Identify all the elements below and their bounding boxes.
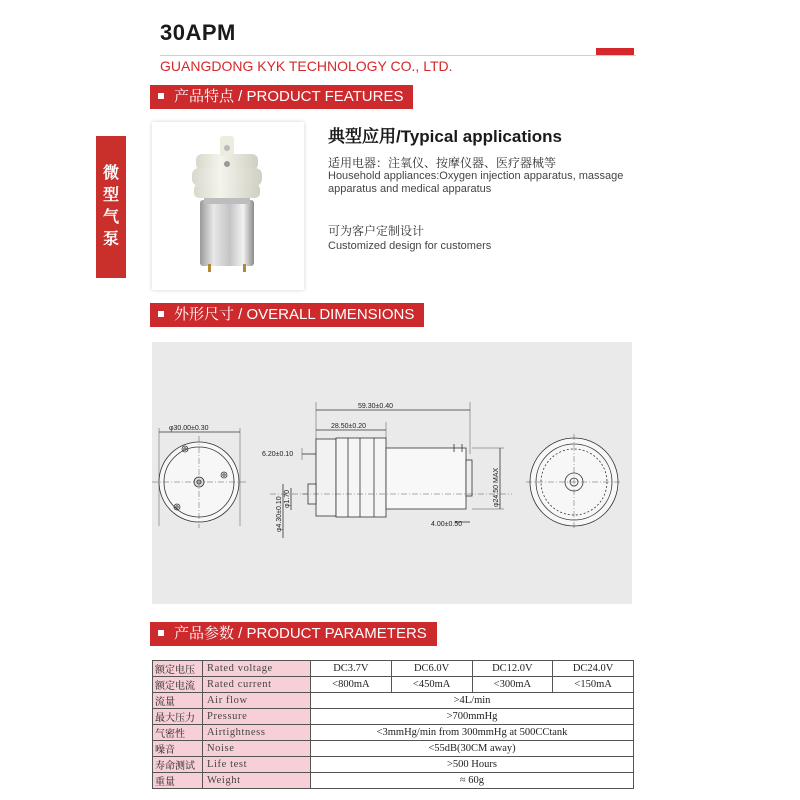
current-value: <150mA bbox=[553, 677, 634, 693]
dim-front-diameter: φ30.00±0.30 bbox=[169, 425, 209, 432]
custom-design-en: Customized design for customers bbox=[328, 240, 492, 252]
voltage-value: DC3.7V bbox=[311, 661, 392, 677]
table-row bbox=[153, 661, 634, 677]
applications-title: 典型应用/Typical applications bbox=[328, 127, 562, 146]
param-value: <3mmHg/min from 300mmHg at 500CCtank bbox=[311, 725, 634, 741]
section-title: 产品参数 / PRODUCT PARAMETERS bbox=[174, 625, 427, 642]
section-product-features bbox=[150, 85, 413, 109]
table-row bbox=[153, 725, 634, 741]
company-name: GUANGDONG KYK TECHNOLOGY CO., LTD. bbox=[160, 58, 453, 74]
product-photo bbox=[152, 122, 304, 290]
table-row bbox=[153, 741, 634, 757]
param-label-cn: 重量 bbox=[153, 773, 203, 789]
param-label-en: Pressure bbox=[203, 709, 311, 725]
param-label-cn: 额定电压 bbox=[153, 661, 203, 677]
param-label-cn: 噪音 bbox=[153, 741, 203, 757]
side-char: 气 bbox=[102, 209, 119, 226]
side-char: 微 bbox=[102, 165, 119, 182]
square-bullet-icon bbox=[158, 93, 164, 99]
air-pump-image bbox=[152, 122, 304, 290]
param-label-en: Air flow bbox=[203, 693, 311, 709]
param-label-en: Airtightness bbox=[203, 725, 311, 741]
dimension-drawing bbox=[152, 342, 632, 604]
param-label-cn: 最大压力 bbox=[153, 709, 203, 725]
model-title: 30APM bbox=[160, 20, 236, 45]
table-row bbox=[153, 677, 634, 693]
param-label-en: Noise bbox=[203, 741, 311, 757]
rear-view bbox=[526, 434, 622, 530]
square-bullet-icon bbox=[158, 630, 164, 636]
applications-cn: 适用电器：注氧仪、按摩仪器、医疗器械等 bbox=[328, 156, 557, 170]
param-value: ≈ 60g bbox=[311, 773, 634, 789]
current-value: <300mA bbox=[472, 677, 553, 693]
section-title: 产品特点 / PRODUCT FEATURES bbox=[174, 88, 404, 105]
front-view bbox=[152, 428, 246, 528]
table-row bbox=[153, 773, 634, 789]
table-row bbox=[153, 709, 634, 725]
param-value: >700mmHg bbox=[311, 709, 634, 725]
section-overall-dimensions bbox=[150, 303, 424, 327]
side-char: 泵 bbox=[102, 231, 119, 248]
voltage-value: DC6.0V bbox=[391, 661, 472, 677]
dim-total-length: 59.30±0.40 bbox=[358, 403, 393, 410]
custom-design-cn: 可为客户定制设计 bbox=[328, 224, 425, 238]
param-value: >4L/min bbox=[311, 693, 634, 709]
dim-terminal: 4.00±0.50 bbox=[431, 521, 463, 528]
square-bullet-icon bbox=[158, 311, 164, 317]
parameters-table bbox=[152, 660, 634, 789]
section-product-parameters bbox=[150, 622, 437, 646]
dim-motor-diameter: φ24.50 MAX bbox=[493, 467, 500, 507]
dim-nozzle-od: φ4.30±0.10 bbox=[276, 496, 283, 532]
section-title: 外形尺寸 / OVERALL DIMENSIONS bbox=[174, 306, 415, 323]
dim-nozzle-id: φ1.70 bbox=[284, 489, 291, 508]
param-label-cn: 寿命测试 bbox=[153, 757, 203, 773]
table-row bbox=[153, 757, 634, 773]
side-category-tag bbox=[96, 136, 126, 278]
voltage-value: DC12.0V bbox=[472, 661, 553, 677]
voltage-value: DC24.0V bbox=[553, 661, 634, 677]
param-label-en: Rated current bbox=[203, 677, 311, 693]
param-label-cn: 额定电流 bbox=[153, 677, 203, 693]
param-value: <55dB(30CM away) bbox=[311, 741, 634, 757]
table-row bbox=[153, 693, 634, 709]
technical-drawing bbox=[152, 342, 632, 604]
current-value: <800mA bbox=[311, 677, 392, 693]
param-label-cn: 气密性 bbox=[153, 725, 203, 741]
side-char: 型 bbox=[102, 187, 119, 204]
current-value: <450mA bbox=[391, 677, 472, 693]
param-label-en: Rated voltage bbox=[203, 661, 311, 677]
param-label-en: Weight bbox=[203, 773, 311, 789]
param-label-en: Life test bbox=[203, 757, 311, 773]
dim-nozzle-length: 6.20±0.10 bbox=[262, 451, 294, 458]
applications-en: Household appliances:Oxygen injection apparatus, massage apparatus and medical apparatus bbox=[328, 170, 624, 195]
side-view bbox=[270, 402, 512, 538]
dim-body-length: 28.50±0.20 bbox=[331, 423, 366, 430]
header-divider bbox=[160, 55, 636, 56]
param-value: >500 Hours bbox=[311, 757, 634, 773]
param-label-cn: 流量 bbox=[153, 693, 203, 709]
